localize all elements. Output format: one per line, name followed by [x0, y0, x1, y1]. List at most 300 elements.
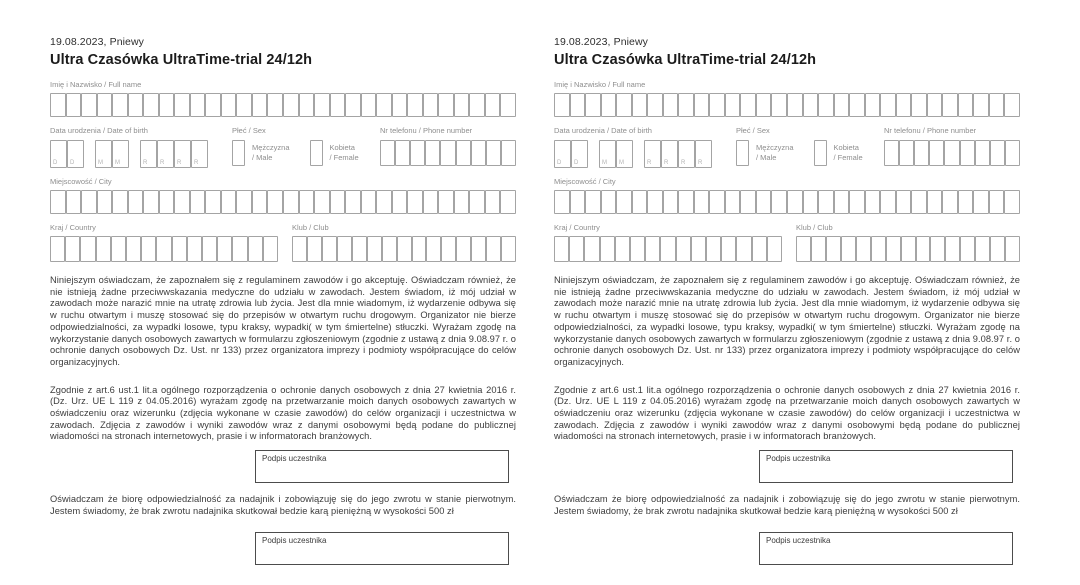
char-box: [501, 140, 516, 166]
char-box: [616, 93, 632, 117]
char-box: [787, 93, 803, 117]
char-box: [330, 190, 346, 214]
form-copy-left: [50, 36, 516, 585]
date-hint-letter: R: [698, 160, 703, 166]
date-char-box: [661, 140, 678, 168]
city-label: Miejscowość / City: [554, 177, 616, 186]
char-box: [960, 236, 975, 262]
signature-label-2: Podpis uczestnika: [262, 535, 327, 545]
char-box: [407, 93, 423, 117]
female-label-line2: / Female: [833, 153, 863, 162]
char-box: [454, 93, 470, 117]
char-box: [694, 93, 710, 117]
char-box: [975, 236, 990, 262]
char-box: [803, 190, 819, 214]
date-char-box: [174, 140, 191, 168]
char-box: [236, 93, 252, 117]
char-box: [299, 93, 315, 117]
char-box: [942, 93, 958, 117]
char-box: [1004, 190, 1020, 214]
char-box: [112, 93, 128, 117]
club-field: [292, 223, 516, 262]
char-box: [740, 190, 756, 214]
date-char-box: [616, 140, 633, 168]
char-box: [352, 236, 367, 262]
char-box: [380, 140, 395, 166]
sex-options: [736, 140, 884, 166]
char-box: [469, 190, 485, 214]
date-char-box: [191, 140, 208, 168]
date-box-group: [95, 140, 129, 168]
date-box-group: [50, 140, 84, 168]
char-box: [756, 93, 772, 117]
char-box: [438, 93, 454, 117]
char-box: [1005, 236, 1020, 262]
club-field: [796, 223, 1020, 262]
char-box: [471, 236, 486, 262]
male-label-line1: Mężczyzna: [756, 143, 794, 152]
full-name-label: Imię i Nazwisko / Full name: [554, 80, 646, 89]
char-box: [647, 93, 663, 117]
birth-date-field: [554, 126, 736, 168]
country-club-row: [554, 223, 1020, 262]
event-title: Ultra Czasówka UltraTime-trial 24/12h: [50, 52, 313, 68]
char-box: [725, 190, 741, 214]
char-box: [630, 236, 645, 262]
char-box: [97, 93, 113, 117]
date-char-box: [140, 140, 157, 168]
form-copy-right: [554, 36, 1020, 585]
char-box: [486, 236, 501, 262]
char-box: [205, 190, 221, 214]
char-box: [397, 236, 412, 262]
date-char-box: [644, 140, 661, 168]
date-hint-letter: M: [602, 160, 607, 166]
char-box: [811, 236, 826, 262]
char-box: [585, 190, 601, 214]
char-box: [267, 190, 283, 214]
char-box: [709, 190, 725, 214]
char-box: [174, 93, 190, 117]
char-box: [330, 93, 346, 117]
char-box: [112, 190, 128, 214]
char-box: [663, 190, 679, 214]
sex-option-male: [232, 140, 290, 166]
event-title: Ultra Czasówka UltraTime-trial 24/12h: [554, 52, 817, 68]
char-box: [771, 190, 787, 214]
date-hint-letter: R: [143, 160, 148, 166]
char-box: [205, 93, 221, 117]
char-box: [322, 236, 337, 262]
char-box: [174, 190, 190, 214]
char-box: [678, 190, 694, 214]
char-box: [871, 236, 886, 262]
char-box: [927, 93, 943, 117]
birth-date-field: [50, 126, 232, 168]
char-box: [615, 236, 630, 262]
male-checkbox: [736, 140, 749, 166]
phone-label: Nr telefonu / Phone number: [884, 126, 977, 135]
char-box: [423, 190, 439, 214]
char-box: [283, 190, 299, 214]
char-box: [616, 190, 632, 214]
char-box: [111, 236, 126, 262]
char-box: [736, 236, 751, 262]
declaration-regulations: Niniejszym oświadczam, że zapoznałem się z regulaminem zawodów i go akceptuję. Oświadczam również, że nie istnieją żadne przeciwwskazania medyczne do udziału w zawodach. Jestem świadom, iż mój udział w zawodach może narazić mnie na utratę zdrowia lub życia. Jest dla mnie wiadomym, iż wydarzenie odbywa się w ruchu otwartym i muszę stosować się do przepisów w otwartym ruchu drogowym. Organizator nie bierze odpowiedzialności, za wypadki losowe, typu kraksy, wypadki( w tym śmiertelne) stłuczki. Wyrażam zgodę na wykorzystanie danych osobowych zawartych w formularzu zgłoszeniowym (zgodnie z ustawą z dnia 9.08.97 r. o ochronie danych osobowych Dz. Ust. nr 133) przez organizatora imprezy i podmioty współpracujące do celów organizacyjnych.: [554, 275, 1020, 367]
char-box: [299, 190, 315, 214]
country-label: Kraj / Country: [554, 223, 600, 232]
city-box-row: [554, 190, 1020, 214]
date-hint-letter: R: [194, 160, 199, 166]
char-box: [645, 236, 660, 262]
char-box: [958, 93, 974, 117]
char-box: [156, 236, 171, 262]
char-box: [96, 236, 111, 262]
char-box: [958, 190, 974, 214]
country-field: [554, 223, 782, 262]
char-box: [392, 190, 408, 214]
signature-box-2: [759, 532, 1013, 565]
char-box: [632, 93, 648, 117]
char-box: [601, 190, 617, 214]
char-box: [500, 93, 516, 117]
female-label-line2: / Female: [329, 153, 359, 162]
char-box: [307, 236, 322, 262]
sex-field: [232, 126, 380, 168]
char-box: [283, 93, 299, 117]
full-name-box-row: [554, 93, 1020, 117]
char-box: [660, 236, 675, 262]
char-box: [50, 93, 66, 117]
char-box: [252, 190, 268, 214]
char-box: [172, 236, 187, 262]
char-box: [942, 190, 958, 214]
char-box: [884, 140, 899, 166]
char-box: [721, 236, 736, 262]
char-box: [554, 236, 569, 262]
declaration-regulations: Niniejszym oświadczam, że zapoznałem się z regulaminem zawodów i go akceptuję. Oświadczam również, że nie istnieją żadne przeciwwskazania medyczne do udziału w zawodach. Jestem świadom, iż mój udział w zawodach może narazić mnie na utratę zdrowia lub życia. Jest dla mnie wiadomym, iż wydarzenie odbywa się w ruchu otwartym i muszę stosować się do przepisów w otwartym ruchu drogowym. Organizator nie bierze odpowiedzialności, za wypadki losowe, typu kraksy, wypadki( w tym śmiertelne) stłuczki. Wyrażam zgodę na wykorzystanie danych osobowych zawartych w formularzu zgłoszeniowym (zgodnie z ustawą z dnia 9.08.97 r. o ochronie danych osobowych Dz. Ust. nr 133) przez organizatora imprezy i podmioty współpracujące do celów organizacyjnych.: [50, 275, 516, 367]
phone-box-row: [884, 140, 1020, 166]
char-box: [834, 93, 850, 117]
phone-box-row: [380, 140, 516, 166]
char-box: [440, 140, 455, 166]
date-hint-letter: M: [98, 160, 103, 166]
date-hint-letter: R: [177, 160, 182, 166]
date-hint-letter: D: [53, 160, 58, 166]
char-box: [382, 236, 397, 262]
city-label: Miejscowość / City: [50, 177, 112, 186]
char-box: [50, 236, 65, 262]
char-box: [569, 236, 584, 262]
char-box: [143, 93, 159, 117]
char-box: [263, 236, 278, 262]
char-box: [973, 93, 989, 117]
char-box: [361, 93, 377, 117]
char-box: [899, 140, 914, 166]
birth-date-label: Data urodzenia / Date of birth: [50, 126, 148, 135]
declaration-gdpr: Zgodnie z art.6 ust.1 lit.a ogólnego rozporządzenia o ochronie danych osobowych z dnia 27 kwietnia 2016 r. (Dz. Urz. UE L 119 z 04.05.2016) wyrażam zgodę na przetwarzanie moich danych osobowych zawartych w oświadczeniu oraz wizerunku (zdjęcia wykonane w czasie zawodów) do celów organizacji i uczestnictwa w zawodach. Zdjęcia z zawodów i wyniki zawodów wraz z danymi osobowymi będą podane do publicznej wiadomości na stronach internetowych, prasie i w informatorach branżowych.: [554, 384, 1020, 442]
date-char-box: [678, 140, 695, 168]
char-box: [314, 93, 330, 117]
char-box: [678, 93, 694, 117]
char-box: [126, 236, 141, 262]
male-label-line2: / Male: [252, 153, 273, 162]
phone-field: [380, 126, 516, 168]
char-box: [880, 190, 896, 214]
char-box: [438, 190, 454, 214]
char-box: [221, 93, 237, 117]
date-hint-letter: R: [681, 160, 686, 166]
char-box: [292, 236, 307, 262]
male-checkbox-label: [252, 140, 290, 163]
char-box: [412, 236, 427, 262]
signature-label-1: Podpis uczestnika: [766, 454, 831, 464]
char-box: [81, 93, 97, 117]
char-box: [81, 190, 97, 214]
char-box: [990, 140, 1005, 166]
char-box: [500, 190, 516, 214]
char-box: [187, 236, 202, 262]
char-box: [911, 93, 927, 117]
char-box: [486, 140, 501, 166]
date-char-box: [50, 140, 67, 168]
char-box: [600, 236, 615, 262]
birth-date-box-groups: [554, 140, 736, 168]
char-box: [159, 190, 175, 214]
char-box: [1004, 93, 1020, 117]
char-box: [975, 140, 990, 166]
char-box: [694, 190, 710, 214]
date-char-box: [695, 140, 712, 168]
char-box: [570, 190, 586, 214]
signature-box-2: [255, 532, 509, 565]
date-char-box: [67, 140, 84, 168]
male-checkbox: [232, 140, 245, 166]
char-box: [141, 236, 156, 262]
char-box: [911, 190, 927, 214]
char-box: [856, 236, 871, 262]
char-box: [960, 140, 975, 166]
country-box-row: [50, 236, 278, 262]
char-box: [584, 236, 599, 262]
female-label-line1: Kobieta: [329, 143, 355, 152]
char-box: [128, 190, 144, 214]
char-box: [880, 93, 896, 117]
date-box-group: [554, 140, 588, 168]
char-box: [456, 140, 471, 166]
char-box: [128, 93, 144, 117]
char-box: [752, 236, 767, 262]
char-box: [267, 93, 283, 117]
club-label: Klub / Club: [292, 223, 329, 232]
char-box: [97, 190, 113, 214]
char-box: [896, 93, 912, 117]
char-box: [756, 190, 772, 214]
char-box: [944, 140, 959, 166]
char-box: [841, 236, 856, 262]
country-club-row: [50, 223, 516, 262]
date-char-box: [554, 140, 571, 168]
char-box: [706, 236, 721, 262]
char-box: [232, 236, 247, 262]
phone-field: [884, 126, 1020, 168]
char-box: [886, 236, 901, 262]
char-box: [834, 190, 850, 214]
char-box: [217, 236, 232, 262]
char-box: [66, 93, 82, 117]
char-box: [361, 190, 377, 214]
male-label-line2: / Male: [756, 153, 777, 162]
signature-box-1: [255, 450, 509, 483]
char-box: [796, 236, 811, 262]
male-label-line1: Mężczyzna: [252, 143, 290, 152]
char-box: [80, 236, 95, 262]
dob-sex-phone-row: [554, 126, 1020, 168]
date-char-box: [571, 140, 588, 168]
signature-box-1: [759, 450, 1013, 483]
char-box: [647, 190, 663, 214]
country-box-row: [554, 236, 782, 262]
sex-option-female: [310, 140, 359, 166]
char-box: [143, 190, 159, 214]
date-hint-letter: M: [115, 160, 120, 166]
char-box: [945, 236, 960, 262]
char-box: [65, 236, 80, 262]
date-hint-letter: D: [557, 160, 562, 166]
char-box: [725, 93, 741, 117]
char-box: [973, 190, 989, 214]
char-box: [407, 190, 423, 214]
char-box: [709, 93, 725, 117]
char-box: [818, 190, 834, 214]
char-box: [425, 140, 440, 166]
club-box-row: [796, 236, 1020, 262]
char-box: [190, 93, 206, 117]
female-checkbox: [814, 140, 827, 166]
char-box: [469, 93, 485, 117]
char-box: [554, 93, 570, 117]
char-box: [916, 236, 931, 262]
char-box: [376, 93, 392, 117]
char-box: [929, 140, 944, 166]
char-box: [345, 190, 361, 214]
char-box: [803, 93, 819, 117]
sex-option-female: [814, 140, 863, 166]
declaration-gdpr: Zgodnie z art.6 ust.1 lit.a ogólnego rozporządzenia o ochronie danych osobowych z dnia 27 kwietnia 2016 r. (Dz. Urz. UE L 119 z 04.05.2016) wyrażam zgodę na przetwarzanie moich danych osobowych zawartych w oświadczeniu oraz wizerunku (zdjęcia wykonane w czasie zawodów) do celów organizacji i uczestnictwa w zawodach. Zdjęcia z zawodów i wyniki zawodów wraz z danymi osobowymi będą podane do publicznej wiadomości na stronach internetowych, prasie i w informatorach branżowych.: [50, 384, 516, 442]
char-box: [202, 236, 217, 262]
char-box: [865, 93, 881, 117]
char-box: [601, 93, 617, 117]
char-box: [771, 93, 787, 117]
char-box: [395, 140, 410, 166]
date-char-box: [95, 140, 112, 168]
date-char-box: [112, 140, 129, 168]
female-checkbox: [310, 140, 323, 166]
date-hint-letter: R: [160, 160, 165, 166]
char-box: [376, 190, 392, 214]
char-box: [989, 93, 1005, 117]
char-box: [248, 236, 263, 262]
declaration-transmitter: Oświadczam że biorę odpowiedzialność za nadajnik i zobowiązuję się do jego zwrotu w stanie pierwotnym. Jestem świadomy, że brak zwrotu nadajnika skutkował bedzie karą pieniężną w wysokości 500 zł: [554, 494, 1020, 516]
char-box: [989, 190, 1005, 214]
char-box: [441, 236, 456, 262]
char-box: [676, 236, 691, 262]
club-box-row: [292, 236, 516, 262]
date-box-group: [140, 140, 208, 168]
char-box: [585, 93, 601, 117]
char-box: [554, 190, 570, 214]
char-box: [740, 93, 756, 117]
char-box: [767, 236, 782, 262]
char-box: [896, 190, 912, 214]
char-box: [221, 190, 237, 214]
char-box: [456, 236, 471, 262]
female-checkbox-label: [330, 140, 359, 163]
date-char-box: [599, 140, 616, 168]
char-box: [471, 140, 486, 166]
event-date-location: 19.08.2023, Pniewy: [554, 36, 649, 48]
char-box: [392, 93, 408, 117]
country-field: [50, 223, 278, 262]
char-box: [914, 140, 929, 166]
char-box: [190, 190, 206, 214]
char-box: [345, 93, 361, 117]
female-checkbox-label: [834, 140, 863, 163]
char-box: [410, 140, 425, 166]
char-box: [1005, 140, 1020, 166]
char-box: [485, 93, 501, 117]
signature-label-1: Podpis uczestnika: [262, 454, 327, 464]
char-box: [367, 236, 382, 262]
char-box: [663, 93, 679, 117]
date-hint-letter: R: [664, 160, 669, 166]
declaration-transmitter: Oświadczam że biorę odpowiedzialność za nadajnik i zobowiązuję się do jego zwrotu w stanie pierwotnym. Jestem świadomy, że brak zwrotu nadajnika skutkował bedzie karą pieniężną w wysokości 500 zł: [50, 494, 516, 516]
char-box: [501, 236, 516, 262]
char-box: [236, 190, 252, 214]
event-date-location: 19.08.2023, Pniewy: [50, 36, 145, 48]
full-name-box-row: [50, 93, 516, 117]
date-box-group: [644, 140, 712, 168]
date-box-group: [599, 140, 633, 168]
signature-label-2: Podpis uczestnika: [766, 535, 831, 545]
char-box: [159, 93, 175, 117]
dob-sex-phone-row: [50, 126, 516, 168]
date-hint-letter: R: [647, 160, 652, 166]
char-box: [691, 236, 706, 262]
club-label: Klub / Club: [796, 223, 833, 232]
char-box: [787, 190, 803, 214]
date-hint-letter: D: [574, 160, 579, 166]
sex-options: [232, 140, 380, 166]
female-label-line1: Kobieta: [833, 143, 859, 152]
phone-label: Nr telefonu / Phone number: [380, 126, 473, 135]
sex-option-male: [736, 140, 794, 166]
char-box: [423, 93, 439, 117]
city-box-row: [50, 190, 516, 214]
full-name-label: Imię i Nazwisko / Full name: [50, 80, 142, 89]
char-box: [826, 236, 841, 262]
char-box: [901, 236, 916, 262]
sex-field: [736, 126, 884, 168]
char-box: [818, 93, 834, 117]
male-checkbox-label: [756, 140, 794, 163]
char-box: [632, 190, 648, 214]
char-box: [930, 236, 945, 262]
birth-date-box-groups: [50, 140, 232, 168]
char-box: [927, 190, 943, 214]
char-box: [849, 190, 865, 214]
char-box: [454, 190, 470, 214]
